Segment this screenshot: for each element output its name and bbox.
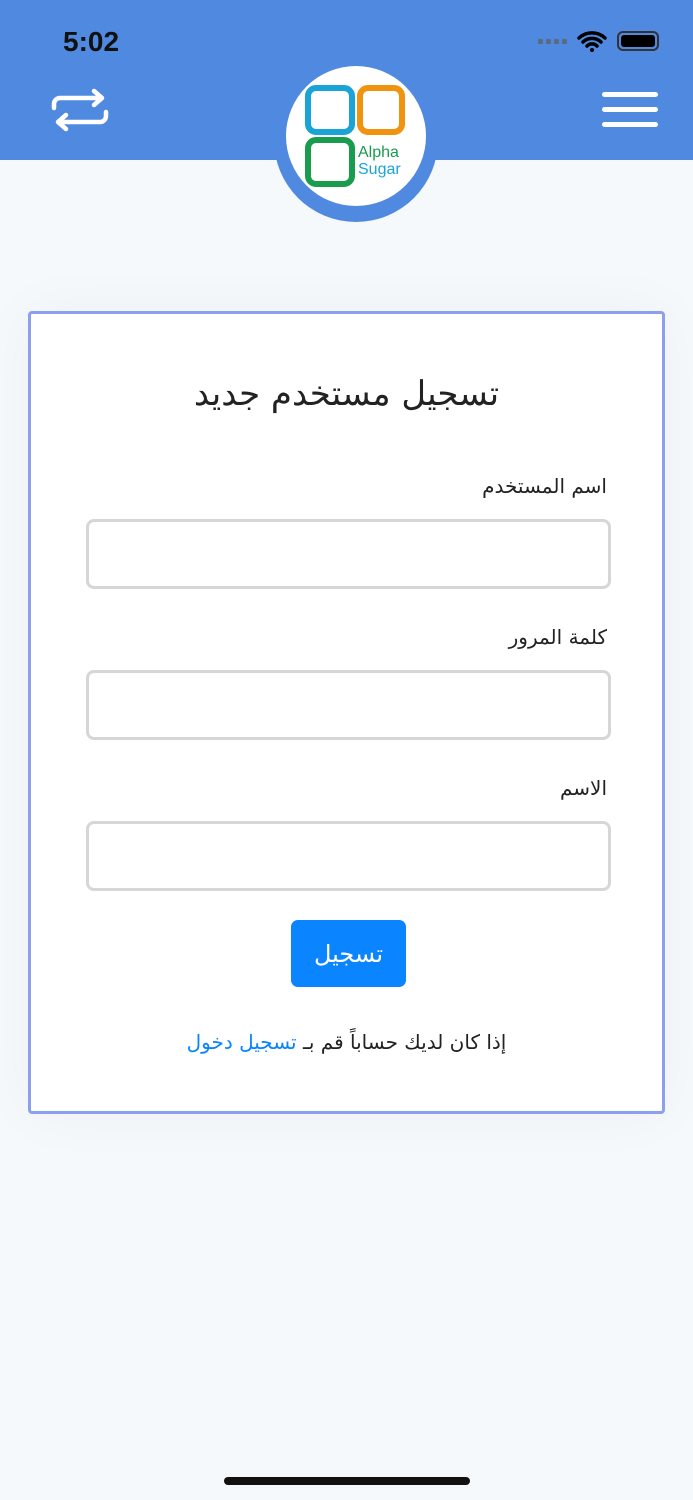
password-input[interactable] [86,670,611,740]
status-time: 5:02 [63,26,120,57]
logo-text: Sugar [358,161,401,178]
username-input[interactable] [86,519,611,589]
swap-icon[interactable] [50,88,110,132]
logo-text: Alpha [358,144,399,161]
login-prompt [31,1030,662,1054]
status-icons [538,30,659,52]
signal-icon [538,39,567,44]
home-indicator[interactable] [224,1477,470,1485]
name-input[interactable] [86,821,611,891]
username-label: اسم المستخدم [482,474,607,498]
wifi-icon [577,30,607,52]
password-label: كلمة المرور [508,625,607,649]
hamburger-menu-icon[interactable] [602,92,658,137]
page-title: تسجيل مستخدم جديد [193,374,500,414]
register-card [28,311,665,1114]
login-link[interactable]: تسجيل دخول [186,1030,297,1054]
alpha-sugar-logo [286,66,426,206]
name-label: الاسم [559,776,607,800]
battery-icon [617,31,659,51]
register-button[interactable]: تسجيل [291,920,406,987]
login-prompt-text: إذا كان لديك حساباً قم بـ [296,1030,507,1054]
